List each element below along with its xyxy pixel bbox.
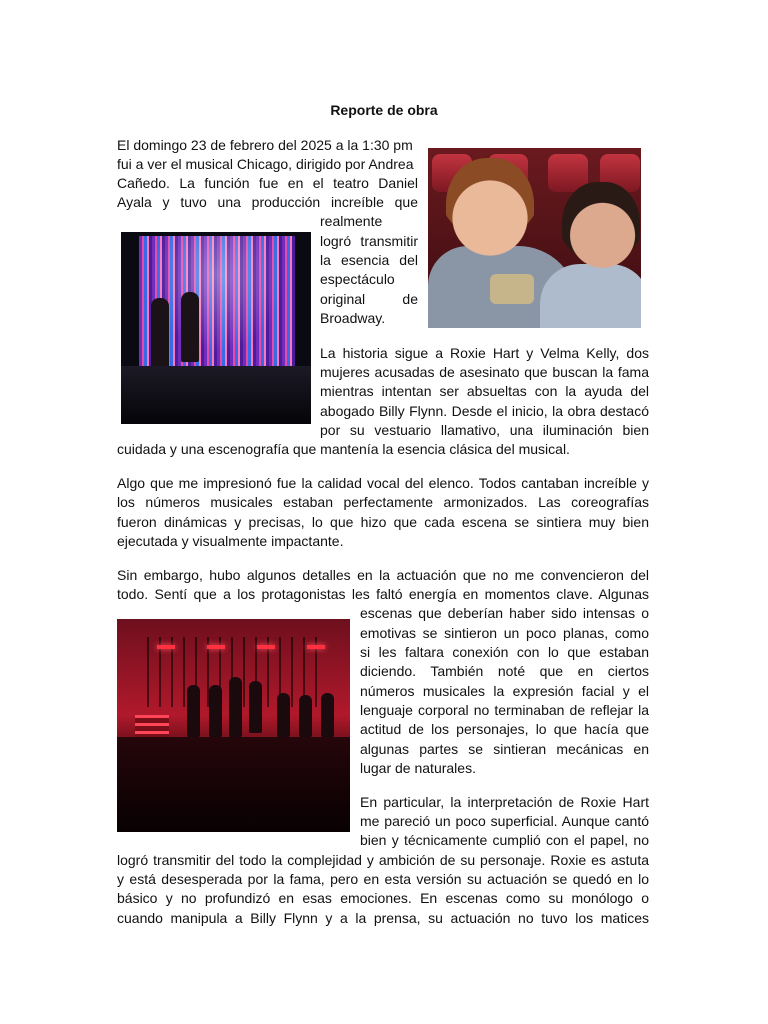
paragraph-4-line: números musicales la expresión facial y el bbox=[360, 683, 649, 699]
paragraph-2-line: cuidada y una escenografía que mantenía la esencia clásica del musical. bbox=[117, 441, 570, 457]
paragraph-2-line: abogado Billy Flynn. Desde el inicio, la obra destacó bbox=[320, 403, 649, 419]
paragraph-4-line: actitud de los personajes, lo que hacía que bbox=[360, 721, 649, 737]
paragraph-5-line: básico y no profundizó en esas emociones. En escenas como su monólogo o bbox=[117, 890, 649, 906]
paragraph-1-line: realmente bbox=[320, 213, 383, 229]
paragraph-4-line: si les faltara conexión con lo que estaban bbox=[360, 644, 649, 660]
paragraph-4-line: todo. Sentí que a los protagonistas les faltó energía en momentos clave. Algunas bbox=[117, 586, 649, 602]
paragraph-2-line: por su vestuario llamativo, una iluminación bien bbox=[320, 422, 649, 438]
paragraph-5-line: me pareció un poco superficial. Aunque cantó bbox=[360, 813, 649, 829]
document-title: Reporte de obra bbox=[330, 102, 438, 118]
paragraph-1-line: Broadway. bbox=[320, 310, 386, 326]
paragraph-4-line: emotivas se sintieron un poco planas, como bbox=[360, 625, 649, 641]
paragraph-4-line: Sin embargo, hubo algunos detalles en la actuación que no me convencieron del bbox=[117, 567, 649, 583]
paragraph-5-line: bien y técnicamente cumplió con el papel, no bbox=[360, 832, 649, 848]
paragraph-3-line: fueron dinámicas y precisas, lo que hizo que cada escena se sintiera muy bien bbox=[117, 514, 649, 530]
paragraph-1-line: original de bbox=[320, 291, 418, 307]
audience-selfie-photo bbox=[428, 148, 641, 328]
paragraph-1-line: fui a ver el musical Chicago, dirigido por Andrea bbox=[117, 156, 414, 172]
paragraph-3-line: Algo que me impresionó fue la calidad vocal del elenco. Todos cantaban increíble y bbox=[117, 475, 649, 491]
paragraph-1-line: Ayala y tuvo una producción increíble que bbox=[117, 194, 418, 210]
paragraph-5-line: y está desesperada por la fama, pero en esta versión su actuación se quedó en lo bbox=[117, 871, 649, 887]
paragraph-1-line: espectáculo bbox=[320, 271, 395, 287]
paragraph-5-line: logró transmitir del todo la complejidad y ambición de su personaje. Roxie es astuta bbox=[117, 852, 649, 868]
paragraph-4-line: algunas partes se sintieran mecánicas en bbox=[360, 741, 649, 757]
paragraph-2-line: mientras intentan ser absueltas con la ayuda del bbox=[320, 383, 649, 399]
paragraph-4-line: lugar de naturales. bbox=[360, 760, 476, 776]
paragraph-5-line: En particular, la interpretación de Roxie Hart bbox=[360, 794, 649, 810]
paragraph-4-line: lenguaje corporal no terminaban de reflejar la bbox=[360, 702, 649, 718]
paragraph-2-line: mujeres acusadas de asesinato que buscan la fama bbox=[320, 364, 649, 380]
paragraph-4-line: escenas que deberían haber sido intensas o bbox=[360, 605, 649, 621]
paragraph-3-line: ejecutada y visualmente impactante. bbox=[117, 533, 344, 549]
stage-curtain-photo bbox=[121, 232, 311, 424]
paragraph-5-line: cuando manipula a Billy Flynn y a la prensa, su actuación no tuvo los matices bbox=[117, 910, 649, 926]
paragraph-1-line: Cañedo. La función fue en el teatro Daniel bbox=[117, 175, 418, 191]
paragraph-3-line: los números musicales estaban perfectamente armonizados. Las coreografías bbox=[117, 494, 649, 510]
paragraph-2-line: La historia sigue a Roxie Hart y Velma Kelly, dos bbox=[320, 345, 649, 361]
paragraph-1-line: la esencia del bbox=[320, 252, 418, 268]
paragraph-1-line: El domingo 23 de febrero del 2025 a la 1:30 pm bbox=[117, 137, 413, 153]
paragraph-1-line: logró transmitir bbox=[320, 233, 418, 249]
paragraph-4-line: diciendo. También noté que en ciertos bbox=[360, 663, 649, 679]
stage-performance-photo bbox=[117, 619, 350, 832]
